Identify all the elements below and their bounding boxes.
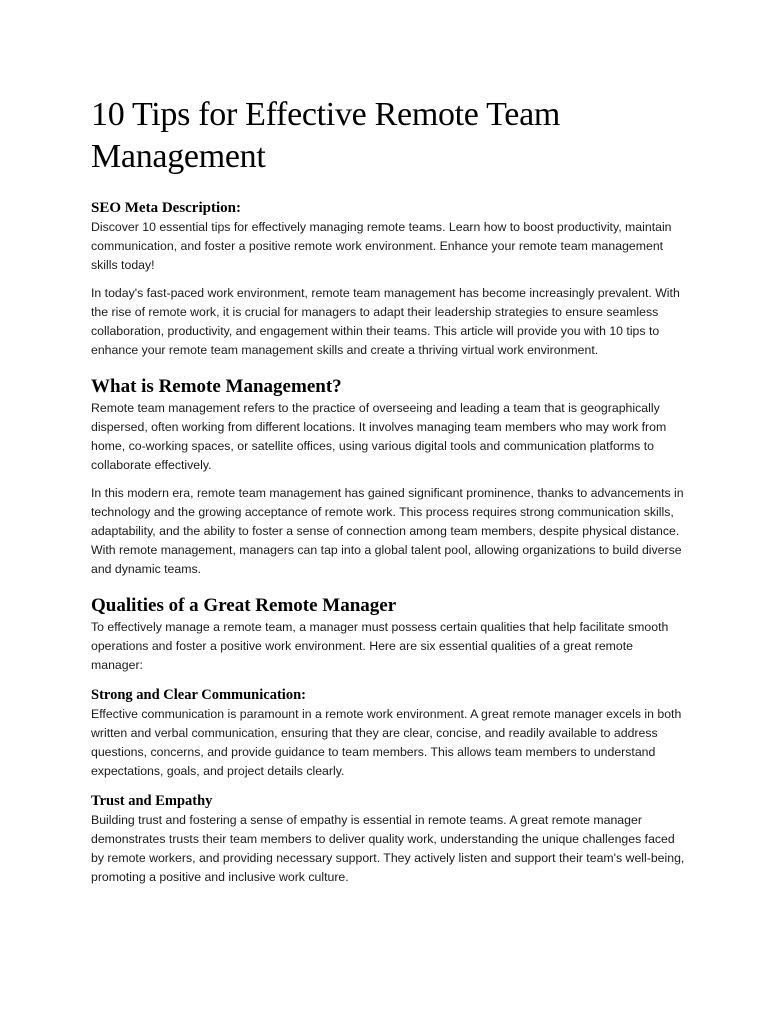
what-is-heading: What is Remote Management? — [91, 376, 342, 397]
intro-paragraph: In today's fast-paced work environment, remote team management has become increasingly prevalent. With the rise of remote work, it is crucial for managers to adapt their leadership strategies to ensure seamless collaboration, productivity, and engagement within their teams. This article will provide you with 10 tips to enhance your remote team management skills and create a thriving virtual work environment. — [91, 286, 680, 357]
document-title: 10 Tips for Effective Remote Team Management — [91, 96, 561, 175]
quality-heading-communication: Strong and Clear Communication: — [91, 687, 306, 703]
what-is-paragraph-2: In this modern era, remote team management has gained significant prominence, thanks to advancements in technology and the growing acceptance of remote work. This process requires strong communication skills, adaptability, and the ability to foster a sense of connection among team members, despite physical distance. With remote management, managers can tap into a global talent pool, allowing organizations to build diverse and dynamic teams. — [91, 486, 684, 576]
quality-item-trust — [91, 792, 687, 887]
qualities-intro: To effectively manage a remote team, a manager must possess certain qualities that help facilitate smooth operations and foster a positive work environment. Here are six essential qualities of a great remote manager: — [91, 620, 669, 672]
quality-text-trust: Building trust and fostering a sense of empathy is essential in remote teams. A great remote manager demonstrates trusts their team members to deliver quality work, understanding the unique challenges faced by remote workers, and providing necessary support. They actively listen and support their team's well-being, promoting a positive and inclusive work culture. — [91, 813, 685, 884]
quality-heading-trust: Trust and Empathy — [91, 793, 213, 809]
quality-item-communication — [91, 686, 687, 781]
quality-text-communication: Effective communication is paramount in a remote work environment. A great remote manager excels in both written and verbal communication, ensuring that they are clear, concise, and readily available to address questions, concerns, and provide guidance to team members. This allows team members to understand expectations, goals, and project details clearly. — [91, 707, 682, 778]
seo-description: Discover 10 essential tips for effectively managing remote teams. Learn how to boost productivity, maintain communication, and foster a positive remote work environment. Enhance your remote team management skills today! — [91, 220, 672, 272]
qualities-heading: Qualities of a Great Remote Manager — [91, 595, 397, 616]
what-is-section — [91, 375, 687, 579]
qualities-section — [91, 594, 687, 887]
seo-section — [91, 198, 687, 275]
what-is-paragraph-1: Remote team management refers to the practice of overseeing and leading a team that is geographically dispersed, often working from different locations. It involves managing team members who may work from home, co-working spaces, or satellite offices, using various digital tools and communication platforms to collaborate effectively. — [91, 401, 667, 472]
seo-heading: SEO Meta Description: — [91, 200, 241, 216]
document-page — [91, 94, 687, 887]
